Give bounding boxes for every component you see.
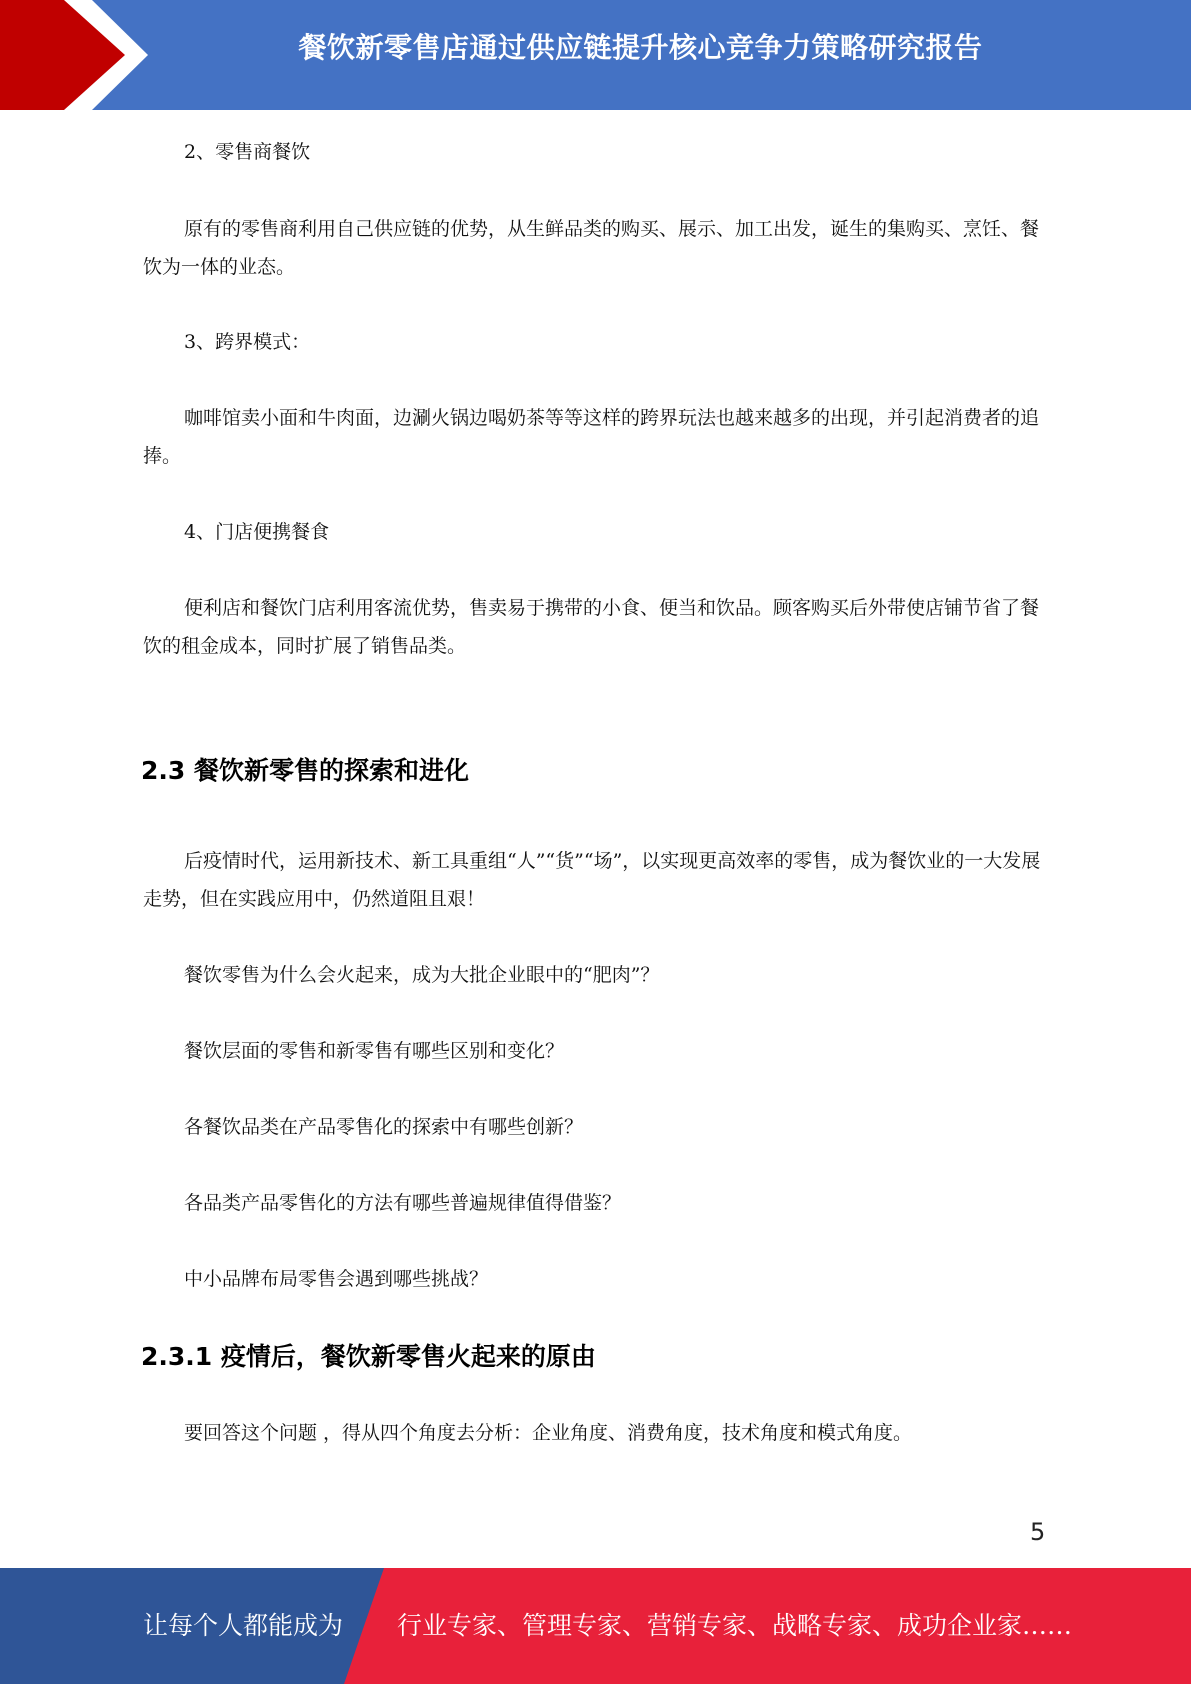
paragraph-portable-food-heading: 4、门店便携餐食 [184, 521, 330, 543]
footer-slogan-right: 行业专家、管理专家、营销专家、战略专家、成功企业家…… [397, 1611, 1073, 1640]
section-heading-2-3: 2.3 餐饮新零售的探索和进化 [141, 756, 469, 785]
paragraph-retailer-dining: 原有的零售商利用自己供应链的优势，从生鲜品类的购买、展示、加工出发，诞生的集购买、烹饪、餐饮为一体的业态。 [143, 218, 1040, 278]
paragraph-crossover-heading: 3、跨界模式： [184, 331, 311, 353]
paragraph-post-pandemic: 后疫情时代，运用新技术、新工具重组“人”“货”“场”，以实现更高效率的零售，成为餐饮业的一大发展走势，但在实践应用中，仍然道阻且艰！ [143, 850, 1041, 910]
paragraph-crossover: 咖啡馆卖小面和牛肉面，边涮火锅边喝奶茶等等这样的跨界玩法也越来越多的出现，并引起消费者的追捧。 [143, 407, 1040, 467]
question-item: 各餐饮品类在产品零售化的探索中有哪些创新？ [184, 1116, 584, 1138]
paragraph-portable-food: 便利店和餐饮门店利用客流优势，售卖易于携带的小食、便当和饮品。顾客购买后外带使店铺节省了餐饮的租金成本，同时扩展了销售品类。 [143, 597, 1040, 657]
paragraph-retailer-dining-heading: 2、零售商餐饮 [184, 141, 311, 163]
question-item: 中小品牌布局零售会遇到哪些挑战？ [184, 1268, 489, 1290]
paragraph-four-angles: 要回答这个问题 ，得从四个角度去分析：企业角度、消费角度，技术角度和模式角度。 [184, 1422, 913, 1444]
question-item: 各品类产品零售化的方法有哪些普遍规律值得借鉴？ [184, 1192, 622, 1214]
section-heading-2-3-1: 2.3.1 疫情后，餐饮新零售火起来的原由 [141, 1342, 596, 1371]
question-item: 餐饮零售为什么会火起来，成为大批企业眼中的“肥肉”？ [184, 964, 660, 986]
document-title: 餐饮新零售店通过供应链提升核心竞争力策略研究报告 [298, 31, 983, 64]
page-number: 5 [1030, 1518, 1046, 1546]
question-item: 餐饮层面的零售和新零售有哪些区别和变化？ [184, 1040, 565, 1062]
page-footer [0, 1568, 1191, 1684]
footer-slogan-left: 让每个人都能成为 [143, 1611, 344, 1640]
